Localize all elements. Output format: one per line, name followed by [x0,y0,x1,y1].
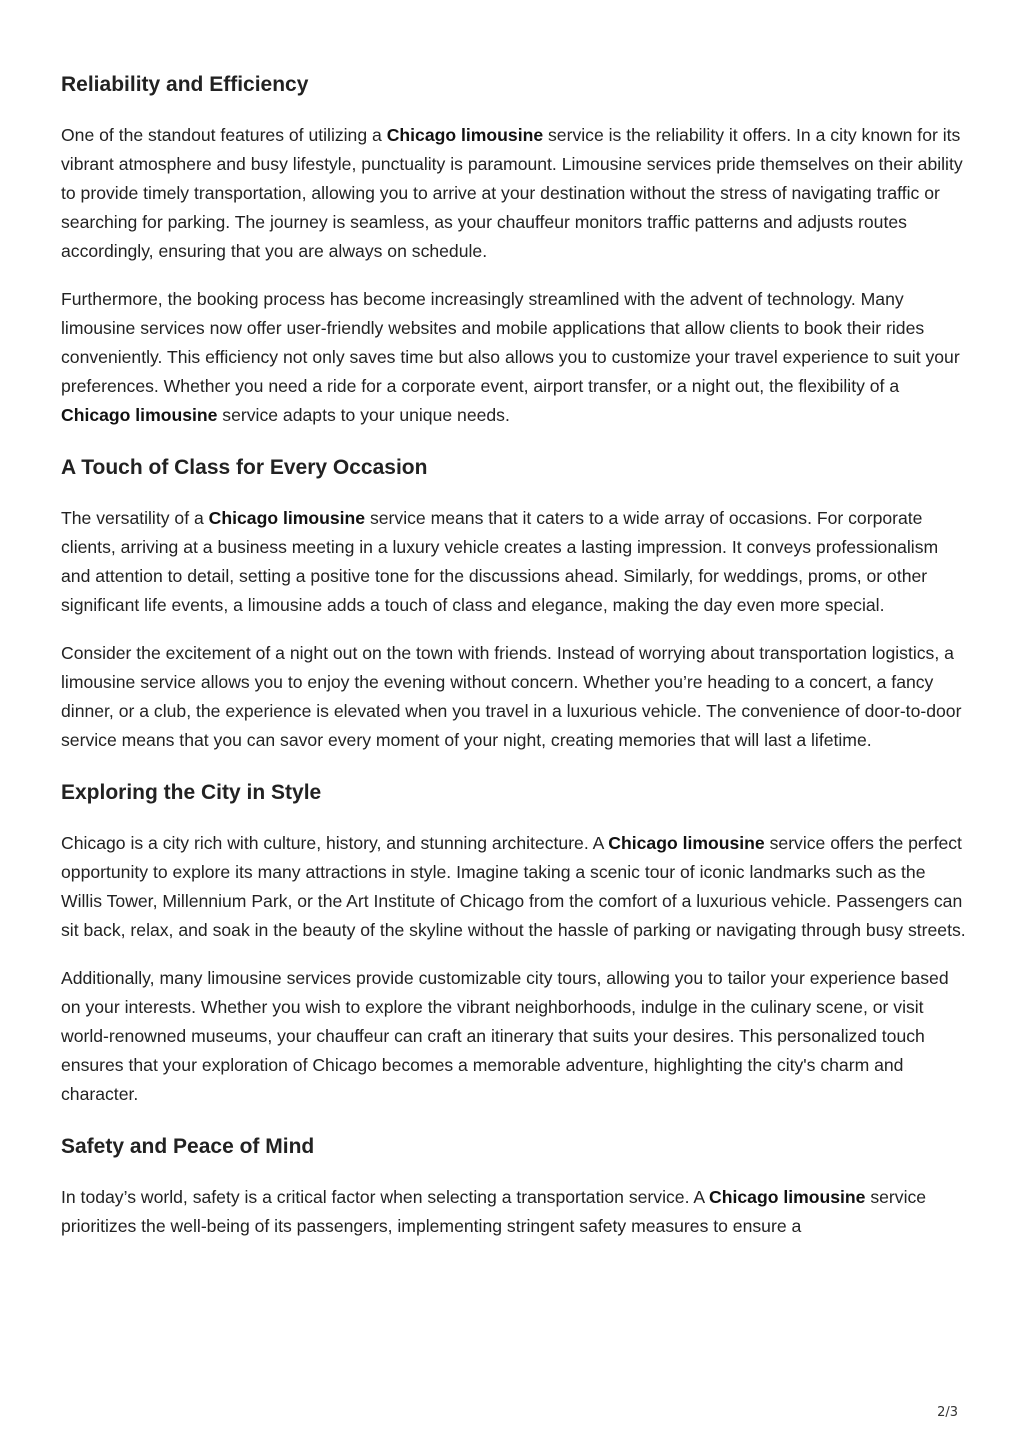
paragraph-text: service offers the perfect opportunity to explore its many attractions in style. Imagine taking a scenic tour of iconic landmarks such as the Willis Tower, Millennium Park, or the Art Institute of Chicago from the comfort of a luxurious vehicle. Passengers can sit back, relax, and soak in the beauty of the skyline without the hassle of parking or navigating through busy streets. [61,833,966,940]
section-heading-reliability: Reliability and Efficiency [61,73,309,96]
section-heading-safety: Safety and Peace of Mind [61,1135,315,1158]
paragraph-text: service prioritizes the well-being of its passengers, implementing stringent safety measures to ensure a [61,1187,927,1236]
paragraph [61,121,971,266]
paragraph-text: Consider the excitement of a night out on the town with friends. Instead of worrying about transportation logistics, a limousine service allows you to enjoy the evening without concern. Whether you’re heading to a concert, a fancy dinner, or a club, the experience is elevated when you travel in a luxurious vehicle. The convenience of door-to-door service means that you can savor every moment of your night, creating memories that will last a lifetime. [61,643,962,750]
paragraph [61,504,971,620]
paragraph [61,964,971,1109]
paragraph [61,1183,971,1241]
paragraph-text: Additionally, many limousine services provide customizable city tours, allowing you to tailor your experience based on your interests. Whether you wish to explore the vibrant neighborhoods, indulge in the culinary scene, or visit world-renowned museums, your chauffeur can craft an itinerary that suits your desires. This personalized touch ensures that your exploration of Chicago becomes a memorable adventure, highlighting the city's charm and character. [61,968,949,1104]
paragraph-text: service is the reliability it offers. In a city known for its vibrant atmosphere and busy lifestyle, punctuality is paramount. Limousine services pride themselves on their ability to provide timely transportation, allowing you to arrive at your destination without the stress of navigating traffic or searching for parking. The journey is seamless, as your chauffeur monitors traffic patterns and adjusts routes accordingly, ensuring that you are always on schedule. [61,125,963,261]
paragraph-text: One of the standout features of utilizing a [61,125,387,145]
paragraph-text: Furthermore, the booking process has become increasingly streamlined with the advent of technology. Many limousine services now offer user-friendly websites and mobile applications that allow clients to book their rides conveniently. This efficiency not only saves time but also allows you to customize your travel experience to suit your preferences. Whether you need a ride for a corporate event, airport transfer, or a night out, the flexibility of a [61,289,960,396]
section-heading-exploring-city: Exploring the City in Style [61,781,322,804]
paragraph [61,639,971,755]
paragraph-text: In today’s world, safety is a critical factor when selecting a transportation service. A [61,1187,710,1207]
paragraph-text: service adapts to your unique needs. [217,405,510,425]
bold-keyword: Chicago limousine [208,508,366,528]
page-number: 2/3 [937,1405,958,1420]
document-page [61,70,971,1241]
section-heading-touch-of-class: A Touch of Class for Every Occasion [61,456,428,479]
bold-keyword: Chicago limousine [386,125,544,145]
bold-keyword: Chicago limousine [61,405,218,425]
paragraph [61,829,971,945]
bold-keyword: Chicago limousine [608,833,765,853]
bold-keyword: Chicago limousine [709,1187,866,1207]
paragraph-text: The versatility of a [61,508,209,528]
paragraph-text: Chicago is a city rich with culture, history, and stunning architecture. A [61,833,609,853]
paragraph [61,285,971,430]
paragraph-text: service means that it caters to a wide array of occasions. For corporate clients, arriving at a business meeting in a luxury vehicle creates a lasting impression. It conveys professionalism and attention to detail, setting a positive tone for the discussions ahead. Similarly, for weddings, proms, or other significant life events, a limousine adds a touch of class and elegance, making the day even more special. [61,508,939,615]
